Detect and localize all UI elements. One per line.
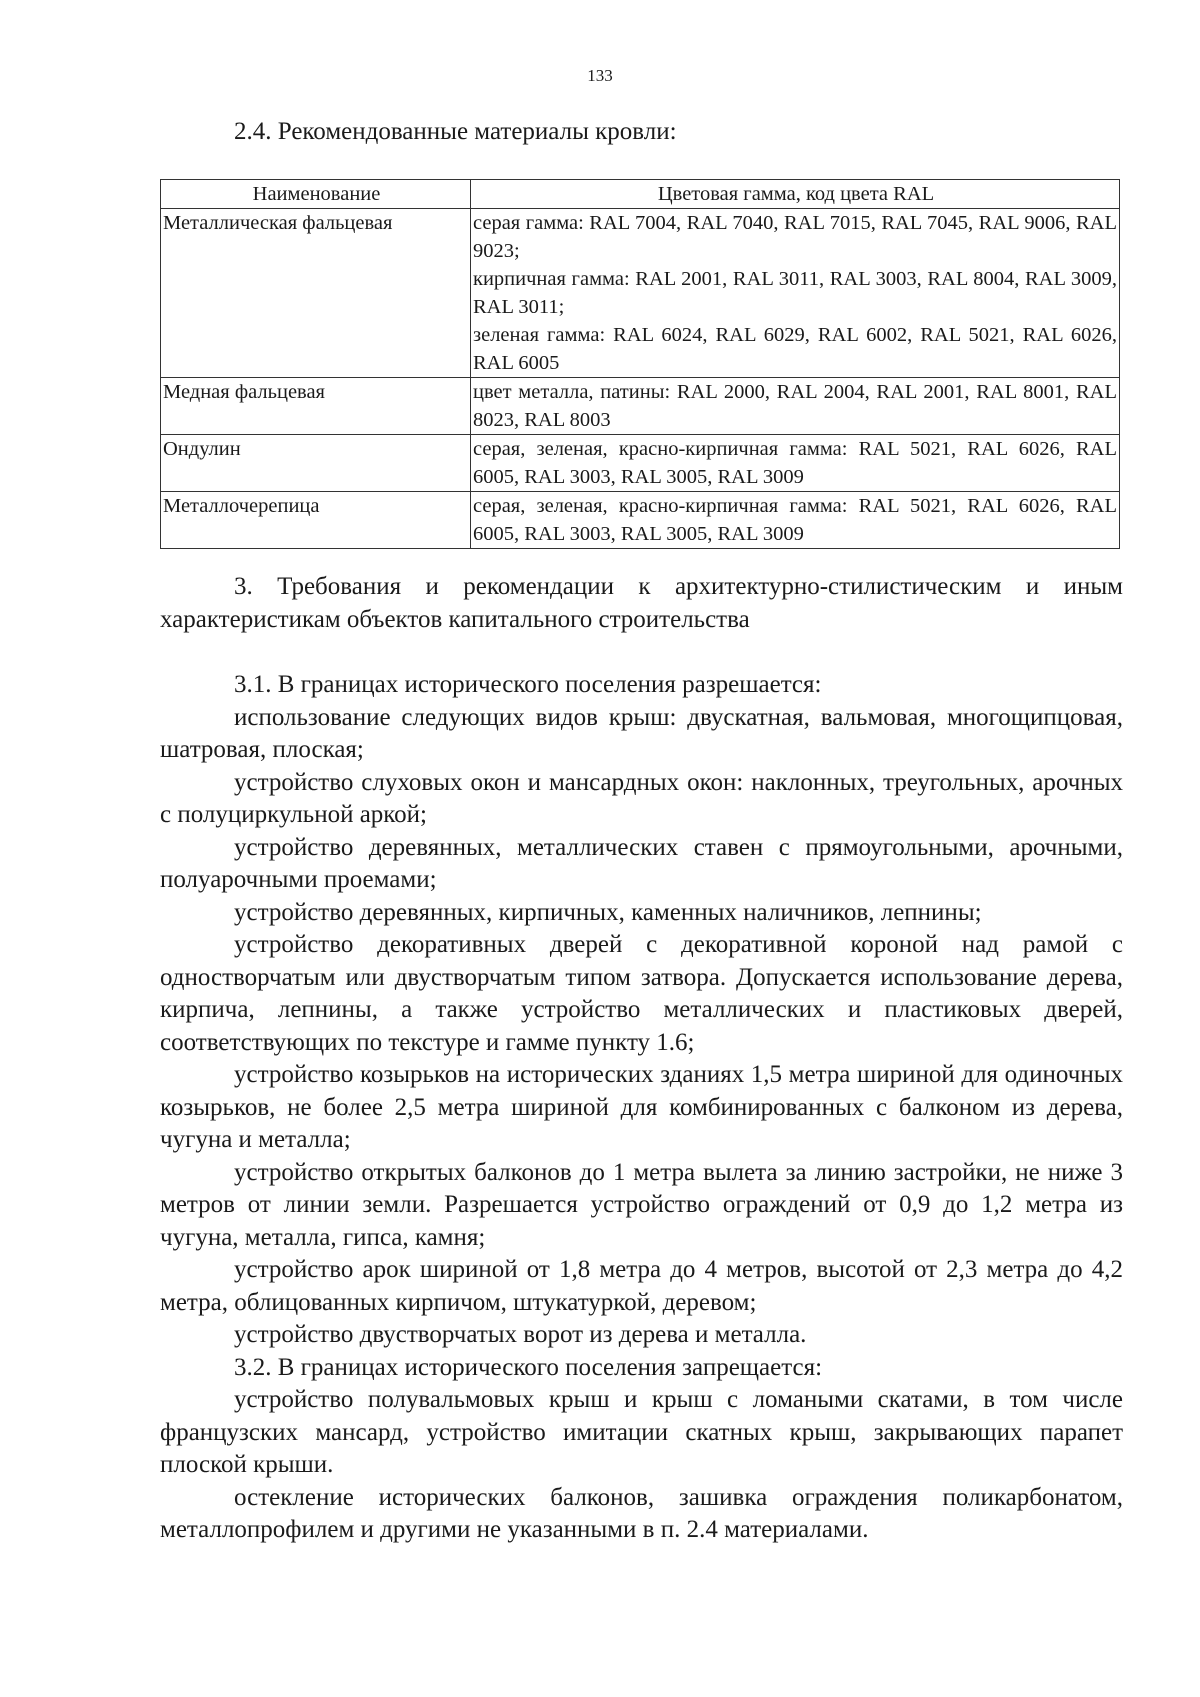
table-row	[161, 378, 1120, 435]
table-row	[161, 209, 1120, 378]
color-range: серая, зеленая, красно-кирпичная гамма: RAL 5021, RAL 6026, RAL 6005, RAL 3003, RAL 3005, RAL 3009	[473, 438, 1117, 488]
paragraph: устройство двустворчатых ворот из дерева и металла.	[234, 1321, 807, 1348]
color-range: цвет металла, патины: RAL 2000, RAL 2004, RAL 2001, RAL 8001, RAL 8023, RAL 8003	[473, 381, 1117, 431]
color-range: серая, зеленая, красно-кирпичная гамма: RAL 5021, RAL 6026, RAL 6005, RAL 3003, RAL 3005, RAL 3009	[473, 495, 1117, 545]
paragraph: устройство слуховых окон и мансардных окон: наклонных, треугольных, арочных с полуциркульной аркой;	[160, 768, 1123, 828]
material-colors	[471, 209, 1120, 378]
header-colors: Цветовая гамма, код цвета RAL	[471, 180, 1120, 209]
table-row	[161, 435, 1120, 492]
material-colors	[471, 435, 1120, 492]
material-name: Металлическая фальцевая	[161, 209, 471, 378]
section-3	[160, 571, 1123, 636]
paragraph: использование следующих видов крыш: двускатная, вальмовая, многощипцовая, шатровая, плоская;	[160, 703, 1123, 763]
header-name: Наименование	[161, 180, 471, 209]
paragraph: 3.2. В границах исторического поселения запрещается:	[234, 1353, 823, 1381]
paragraph: 3.1. В границах исторического поселения разрешается:	[234, 671, 822, 698]
color-range: серая гамма: RAL 7004, RAL 7040, RAL 7015, RAL 7045, RAL 9006, RAL 9023;	[473, 212, 1117, 262]
material-name: Медная фальцевая	[161, 378, 471, 435]
page-number: 133	[587, 66, 613, 85]
paragraph: устройство открытых балконов до 1 метра вылета за линию застройки, не ниже 3 метров от линии земли. Разрешается устройство ограждений от 0,9 до 1,2 метра из чугуна, металла, гипса, камня;	[160, 1158, 1123, 1251]
section-2-4-heading: 2.4. Рекомендованные материалы кровли:	[234, 118, 677, 145]
paragraph: устройство козырьков на исторических зданиях 1,5 метра шириной для одиночных козырьков, не более 2,5 метра шириной для комбинированных с балконом из дерева, чугуна и металла;	[160, 1061, 1123, 1153]
color-range: зеленая гамма: RAL 6024, RAL 6029, RAL 6002, RAL 5021, RAL 6026, RAL 6005	[473, 324, 1117, 374]
roof-materials-table	[160, 179, 1120, 549]
paragraph: остекление исторических балконов, зашивка ограждения поликарбонатом, металлопрофилем и другими не указанными в п. 2.4 материалами.	[160, 1483, 1123, 1543]
paragraph: устройство деревянных, кирпичных, каменных наличников, лепнины;	[234, 898, 982, 926]
material-colors	[471, 492, 1120, 549]
material-colors	[471, 378, 1120, 435]
section-3-1-body	[160, 669, 1123, 1547]
table-row	[161, 492, 1120, 549]
table-header-row	[161, 180, 1120, 209]
paragraph: устройство арок шириной от 1,8 метра до 4 метров, высотой от 2,3 метра до 4,2 метра, облицованных кирпичом, штукатуркой, деревом;	[160, 1256, 1123, 1316]
paragraph: устройство деревянных, металлических ставен с прямоугольными, арочными, полуарочными проемами;	[160, 833, 1123, 893]
paragraph: устройство декоративных дверей с декоративной короной над рамой с одностворчатым или двустворчатым типом затвора. Допускается использование дерева, кирпича, лепнины, а также устройство металлических и пластиковых дверей, соответствующих по текстуре и гамме пункту 1.6;	[160, 931, 1123, 1056]
material-name: Ондулин	[161, 435, 471, 492]
color-range: кирпичная гамма: RAL 2001, RAL 3011, RAL 3003, RAL 8004, RAL 3009, RAL 3011;	[473, 268, 1117, 318]
material-name: Металлочерепица	[161, 492, 471, 549]
paragraph: устройство полувальмовых крыш и крыш с ломаными скатами, в том числе французских мансард, устройство имитации скатных крыш, закрывающих парапет плоской крыши.	[160, 1386, 1123, 1478]
section-3-heading: 3. Требования и рекомендации к архитектурно-стилистическим и иным характеристикам объектов капитального строительства	[160, 573, 1123, 633]
